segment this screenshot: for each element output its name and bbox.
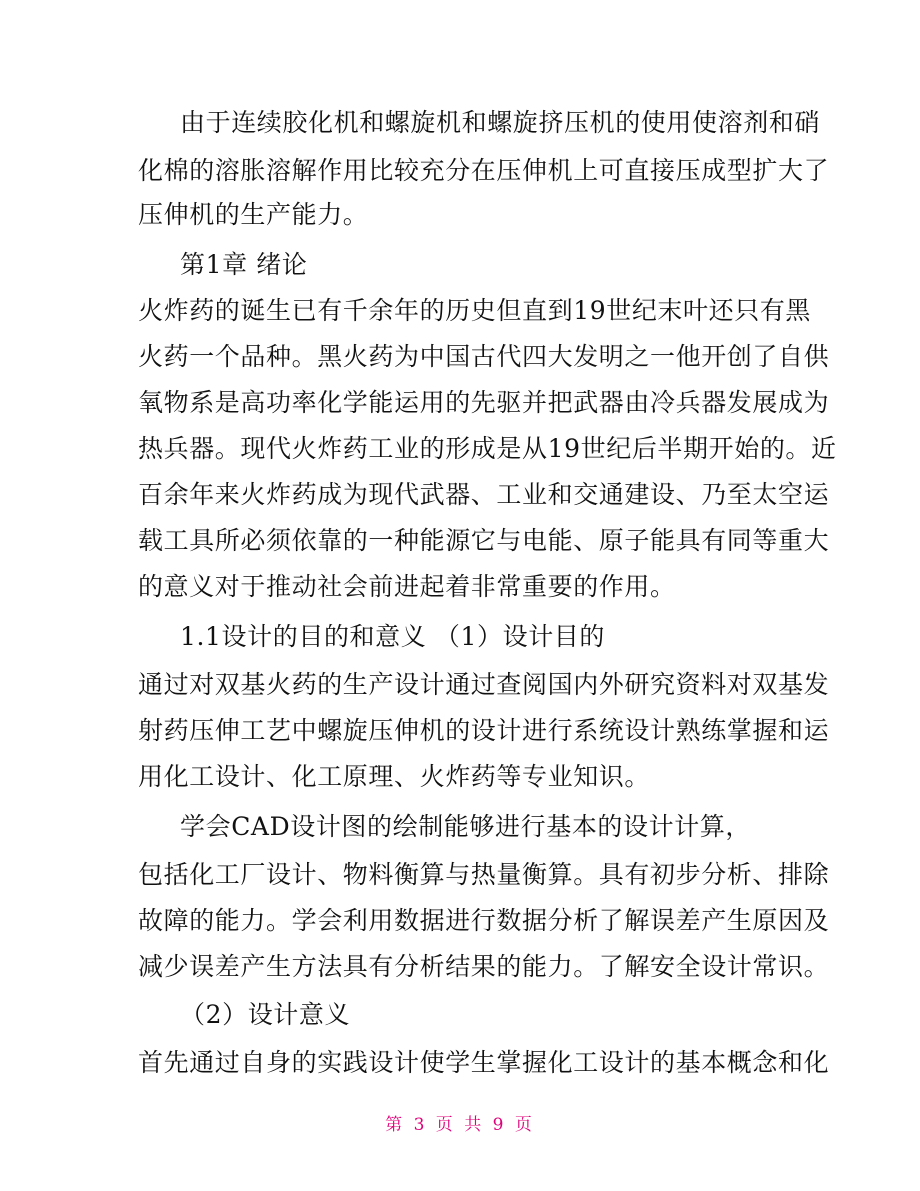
paragraph-line: 减少误差产生方法具有分析结果的能力。了解安全设计常识。 bbox=[138, 952, 830, 981]
paragraph-line: 用化工设计、化工原理、火炸药等专业知识。 bbox=[138, 762, 651, 791]
paragraph-line: 通过对双基火药的生产设计通过查阅国内外研究资料对双基发 bbox=[138, 670, 830, 699]
paragraph-line: 火炸药的诞生已有千余年的历史但直到19世纪末叶还只有黑 bbox=[138, 296, 812, 325]
paragraph-line: 载工具所必须依靠的一种能源它与电能、原子能具有同等重大 bbox=[138, 526, 830, 555]
paragraph-line: 首先通过自身的实践设计使学生掌握化工设计的基本概念和化 bbox=[138, 1048, 830, 1077]
paragraph-line: 火药一个品种。黑火药为中国古代四大发明之一他开创了自供 bbox=[138, 342, 830, 371]
paragraph-line: 学会CAD设计图的绘制能够进行基本的设计计算， bbox=[180, 812, 752, 841]
page-number-footer: 第 3 页 共 9 页 bbox=[385, 1115, 535, 1135]
paragraph-line: 化棉的溶胀溶解作用比较充分在压伸机上可直接压成型扩大了 bbox=[138, 156, 830, 185]
paragraph-line: 压伸机的生产能力。 bbox=[138, 200, 369, 229]
subsection-heading: （2）设计意义 bbox=[180, 1000, 351, 1029]
paragraph-line: 的意义对于推动社会前进起着非常重要的作用。 bbox=[138, 572, 676, 601]
paragraph-line: 氧物系是高功率化学能运用的先驱并把武器由冷兵器发展成为 bbox=[138, 388, 830, 417]
paragraph-line: 热兵器。现代火炸药工业的形成是从19世纪后半期开始的。近 bbox=[138, 434, 837, 463]
paragraph-line: 由于连续胶化机和螺旋机和螺旋挤压机的使用使溶剂和硝 bbox=[180, 108, 821, 137]
paragraph-line: 射药压伸工艺中螺旋压伸机的设计进行系统设计熟练掌握和运 bbox=[138, 716, 830, 745]
paragraph-line: 包括化工厂设计、物料衡算与热量衡算。具有初步分析、排除 bbox=[138, 860, 830, 889]
paragraph-line: 故障的能力。学会利用数据进行数据分析了解误差产生原因及 bbox=[138, 906, 830, 935]
chapter-heading: 第1章 绪论 bbox=[180, 250, 308, 279]
section-heading: 1.1设计的目的和意义 （1）设计目的 bbox=[180, 622, 606, 651]
paragraph-line: 百余年来火炸药成为现代武器、工业和交通建设、乃至太空运 bbox=[138, 480, 830, 509]
